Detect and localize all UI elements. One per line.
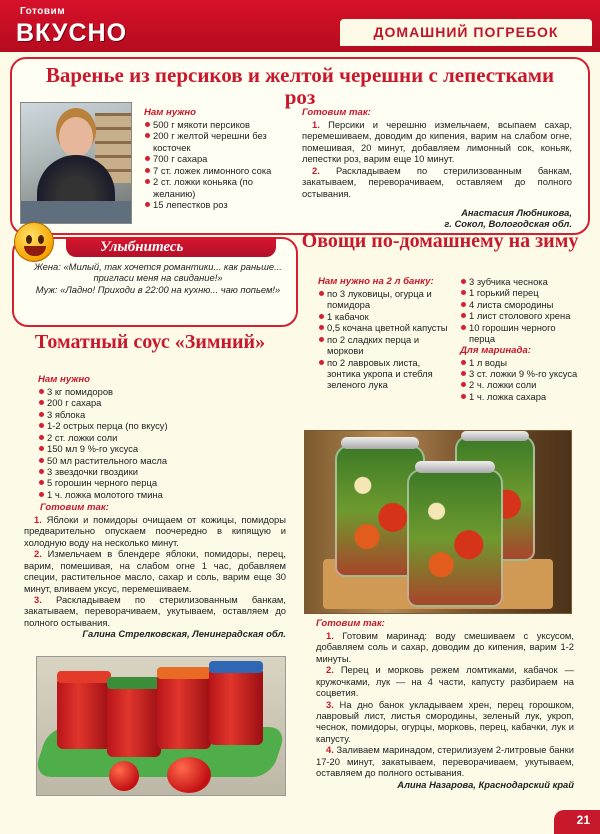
- ingredient: 3 ст. ложки 9 %-го уксуса: [460, 368, 578, 379]
- step-text: Раскладываем по стерилизованным банкам, закатываем, переворачиваем, укутываем, оставляем до полного остывания.: [24, 593, 286, 628]
- cook-label: Готовим так:: [302, 107, 371, 118]
- step: [24, 514, 286, 548]
- ingredient: 2 ст. ложки соли: [38, 432, 278, 443]
- need-label: Нам нужно: [144, 107, 196, 118]
- ingredient: 3 зубчика чеснока: [460, 276, 578, 287]
- ingredient: 4 листа смородины: [460, 299, 578, 310]
- ingredient: 1 лист столового хрена: [460, 310, 578, 321]
- step: [24, 594, 286, 628]
- ingredient: 500 г мякоти персиков: [144, 119, 294, 130]
- author-place: г. Сокол, Вологодская обл.: [444, 218, 572, 230]
- joke-text: [26, 261, 290, 295]
- marinade-label: Для маринада:: [460, 344, 531, 356]
- step: [316, 664, 574, 698]
- vegetable-jars-photo: [304, 430, 572, 614]
- ingredient: 50 мл растительного масла: [38, 455, 278, 466]
- ingredient: по 2 лавровых листа, зонтика укропа и стебля зеленого лука: [318, 357, 448, 391]
- step-text: Раскладываем по стерилизованным банкам, закатываем, переворачиваем, оставляем до полного остывания.: [302, 164, 572, 199]
- recipe-peach-jam-title: Варенье из персиков и желтой черешни с лепестками роз: [45, 63, 555, 109]
- step-text: Заливаем маринадом, стерилизуем 2-литровые банки 17-20 минут, закатываем, переворачиваем, укутываем, оставляем до полного остывания.: [316, 744, 574, 779]
- joke-line-1: «Милый, так хочется романтики... как раньше... пригласи меня на свидание!»: [63, 261, 282, 284]
- joke-line-2: «Ладно! Приходи в 22:00 на кухню... чаю попьем!»: [60, 283, 281, 295]
- ingredient: 3 кг помидоров: [38, 386, 278, 397]
- step-number: 3.: [326, 698, 340, 710]
- recipe-vegetables-ingredients: [318, 276, 448, 391]
- section-title: ДОМАШНИЙ ПОГРЕБОК: [340, 19, 592, 46]
- cook-label: Готовим так:: [316, 618, 385, 629]
- recipe-vegetables-steps: [316, 618, 574, 790]
- step: [24, 548, 286, 594]
- step-text: Измельчаем в блендере яблоки, помидоры, перец, варим, помешивая, на слабом огне 1 час, добавляем специи, растительное масло, сахар и соль, варим еще 30 минут, вливаем уксус, перемешиваем.: [24, 548, 286, 594]
- ingredient: 1 ч. ложка сахара: [460, 391, 578, 402]
- recipe-vegetables-title: Овощи по-домашнему на зиму: [301, 230, 579, 252]
- step: [302, 165, 572, 199]
- step: [302, 119, 572, 165]
- recipe-peach-jam-ingredients: [144, 107, 294, 210]
- step-number: 2.: [312, 164, 337, 176]
- ingredient: по 3 луковицы, огурца и помидора: [318, 288, 448, 311]
- tomato-sauce-photo: [36, 656, 286, 796]
- author-name: Анастасия Любникова,: [461, 206, 572, 218]
- joke-speaker-2: Муж:: [35, 283, 58, 295]
- ingredient: 1 л воды: [460, 357, 578, 368]
- step-number: 4.: [326, 744, 337, 756]
- step-number: 1.: [312, 118, 329, 130]
- step-number: 1.: [326, 629, 343, 641]
- ingredient: 15 лепестков роз: [144, 199, 294, 210]
- author-photo: [20, 102, 132, 224]
- step-text: Готовим маринад: воду смешиваем с уксусом, добавляем соль и сахар, доводим до кипения, варим 1-2 минуты.: [316, 629, 574, 664]
- ingredient: 3 звездочки гвоздики: [38, 466, 278, 477]
- ingredient: 1-2 острых перца (по вкусу): [38, 420, 278, 431]
- need-label: Нам нужно на 2 л банку:: [318, 276, 434, 287]
- ingredient: 3 яблока: [38, 409, 278, 420]
- step-text: Перец и морковь режем ломтиками, кабачок — кружочками, лук — на 4 части, капусту разбираем на соцветия.: [316, 664, 574, 699]
- step-number: 2.: [34, 548, 48, 560]
- step: [316, 744, 574, 778]
- joke-speaker-1: Жена:: [34, 261, 61, 272]
- brand-subtitle: Готовим: [20, 6, 66, 17]
- step: [316, 630, 574, 664]
- ingredient: 1 ч. ложка молотого тмина: [38, 489, 278, 500]
- ingredient: 200 г желтой черешни без косточек: [144, 130, 294, 153]
- ingredient: 5 горошин черного перца: [38, 477, 278, 488]
- page-number: 21: [576, 813, 590, 828]
- smiley-icon: [14, 222, 54, 262]
- step-text: На дно банок укладываем хрен, перец горошком, лавровый лист, листья смородины, зеленый лук, укроп, чеснок, помидоры, огурцы, морковь, перец, кабачки, лук и капусту.: [316, 698, 574, 744]
- ingredient: 150 мл 9 %-го уксуса: [38, 443, 278, 454]
- step-number: 2.: [326, 664, 341, 676]
- ingredient: 2 ст. ложки коньяка (по желанию): [144, 176, 294, 199]
- recipe-tomato-sauce-ingredients: [38, 374, 278, 500]
- brand-logo: ВКУСНО: [16, 19, 128, 47]
- ingredient: 700 г сахара: [144, 153, 294, 164]
- ingredient: 1 кабачок: [318, 311, 448, 322]
- cook-label: Готовим так:: [40, 502, 109, 513]
- ingredient: 200 г сахара: [38, 397, 278, 408]
- step-text: Персики и черешню измельчаем, всыпаем сахар, перемешиваем, доводим до кипения, варим на слабом огне, помешивая, 20 минут, добавляем лимонный сок, коньяк, лепестки роз, варим еще 10 минут.: [302, 118, 572, 165]
- step: [316, 699, 574, 745]
- step-number: 3.: [34, 593, 57, 605]
- need-label: Нам нужно: [38, 374, 90, 385]
- recipe-tomato-sauce-steps: [24, 502, 286, 640]
- ingredient: 10 горошин черного перца: [460, 322, 578, 345]
- ingredient: по 2 сладких перца и моркови: [318, 334, 448, 357]
- joke-title: Улыбнитесь: [66, 237, 276, 257]
- author-name: Галина Стрелковская, Ленинградская обл.: [82, 628, 286, 640]
- step-text: Яблоки и помидоры очищаем от кожицы, помидоры предварительно опускаем поочередно в кипящую и холодную воду на несколько минут.: [24, 513, 286, 548]
- author-name: Алина Назарова, Краснодарский край: [397, 778, 574, 790]
- recipe-peach-jam-steps: [302, 107, 572, 230]
- ingredient: 7 ст. ложек лимонного сока: [144, 165, 294, 176]
- step-number: 1.: [34, 513, 47, 525]
- page-header: [0, 0, 600, 52]
- ingredient: 1 горький перец: [460, 287, 578, 298]
- recipe-vegetables-ingredients-2: [460, 276, 578, 402]
- ingredient: 2 ч. ложки соли: [460, 379, 578, 390]
- recipe-tomato-sauce-title: Томатный соус «Зимний»: [34, 331, 266, 353]
- ingredient: 0,5 кочана цветной капусты: [318, 322, 448, 333]
